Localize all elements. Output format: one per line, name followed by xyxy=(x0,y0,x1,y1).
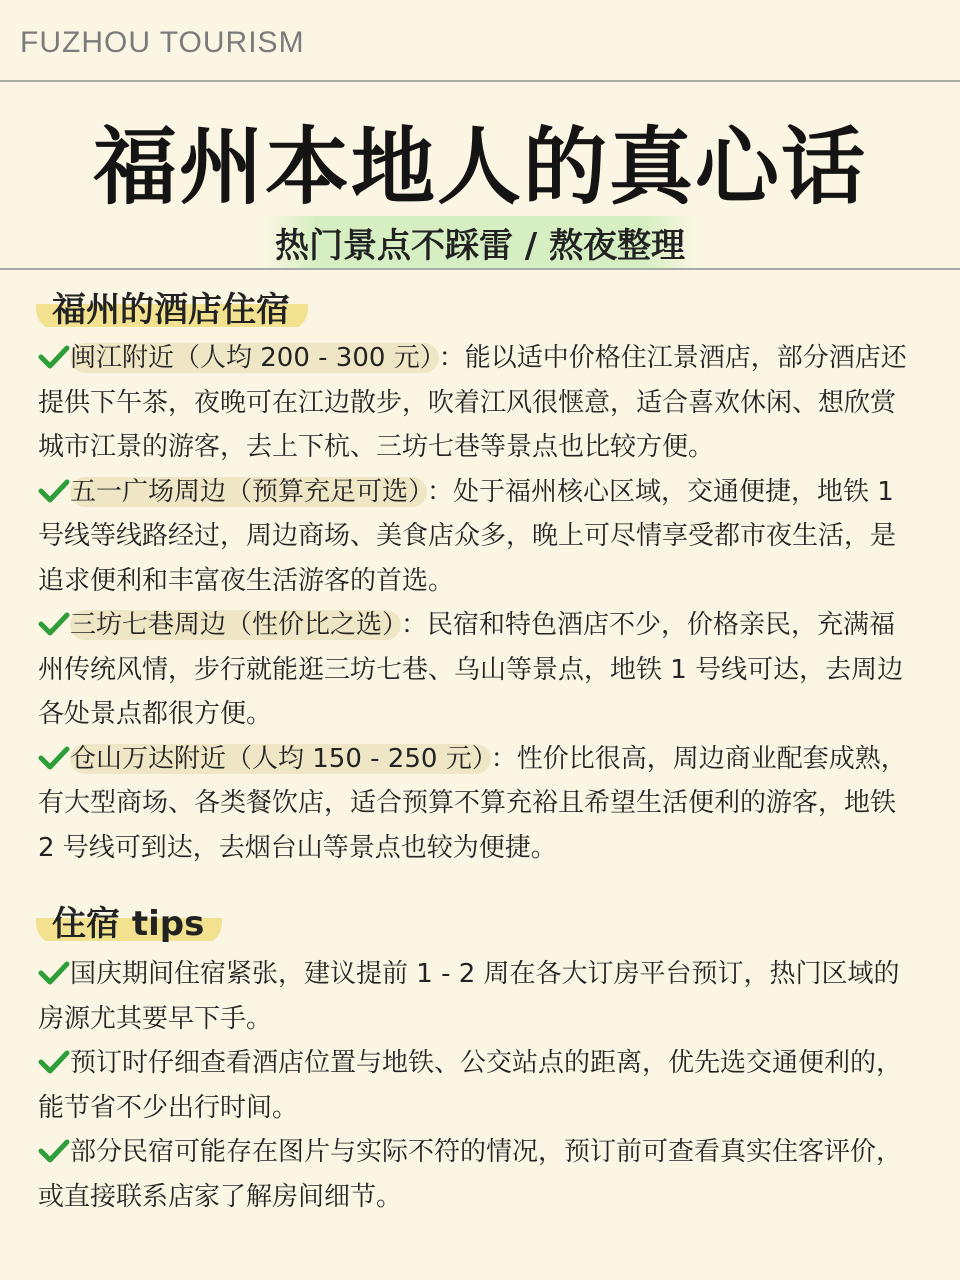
list-item xyxy=(38,603,918,737)
tip-text: 预订时仔细查看酒店位置与地铁、公交站点的距离，优先选交通便利的，能节省不少出行时间。 xyxy=(38,1048,903,1123)
list-item xyxy=(38,1041,918,1130)
item-text: ：处于福州核心区域，交通便捷，地铁 1 号线等线路经过，周边商场、美食店众多，晚上可尽情享受都市夜生活，是追求便利和丰富夜生活游客的首选。 xyxy=(38,476,897,596)
item-label: 五一广场周边（预算充足可选） xyxy=(70,477,427,507)
item-label: 三坊七巷周边（性价比之选） xyxy=(70,610,401,640)
check-icon xyxy=(38,345,70,369)
item-text: ：能以适中价格住江景酒店，部分酒店还提供下午茶，夜晚可在江边散步，吹着江风很惬意，适合喜欢休闲、想欣赏城市江景的游客，去上下杭、三坊七巷等景点也比较方便。 xyxy=(38,343,907,462)
subtitle-wrap xyxy=(0,216,960,269)
page-subtitle: 热门景点不踩雷 / 熬夜整理 xyxy=(263,216,697,269)
list-item xyxy=(38,1130,918,1219)
tip-text: 部分民宿可能存在图片与实际不符的情况，预订前可查看真实住客评价，或直接联系店家了解房间细节。 xyxy=(38,1137,903,1212)
hotel-list xyxy=(38,336,918,870)
list-item xyxy=(38,737,918,871)
tip-text: 国庆期间住宿紧张，建议提前 1 - 2 周在各大订房平台预订，热门区域的房源尤其要早下手。 xyxy=(38,959,900,1034)
tips-list xyxy=(38,952,918,1219)
list-item xyxy=(38,470,918,604)
item-text: ：民宿和特色酒店不少，价格亲民，充满福州传统风情，步行就能逛三坊七巷、乌山等景点，地铁 1 号线可达，去周边各处景点都很方便。 xyxy=(38,610,904,729)
section-heading-tips: 住宿 tips xyxy=(36,896,222,945)
check-icon xyxy=(38,746,70,770)
check-icon xyxy=(38,479,70,503)
list-item xyxy=(38,952,918,1041)
check-icon xyxy=(38,1139,70,1163)
item-label: 闽江附近（人均 200 - 300 元） xyxy=(70,343,439,373)
check-icon xyxy=(38,612,70,636)
item-text: ：性价比很高，周边商业配套成熟，有大型商场、各类餐饮店，适合预算不算充裕且希望生活便利的游客，地铁 2 号线可到达，去烟台山等景点也较为便捷。 xyxy=(38,743,907,863)
check-icon xyxy=(38,1050,70,1074)
brand-label: FUZHOU TOURISM xyxy=(20,26,305,59)
item-label: 仓山万达附近（人均 150 - 250 元） xyxy=(70,744,491,774)
middle-divider xyxy=(0,268,960,270)
section-heading-hotels: 福州的酒店住宿 xyxy=(36,282,308,331)
check-icon xyxy=(38,961,70,985)
page-title: 福州本地人的真心话 xyxy=(92,117,867,216)
top-divider xyxy=(0,80,960,82)
list-item xyxy=(38,336,918,470)
